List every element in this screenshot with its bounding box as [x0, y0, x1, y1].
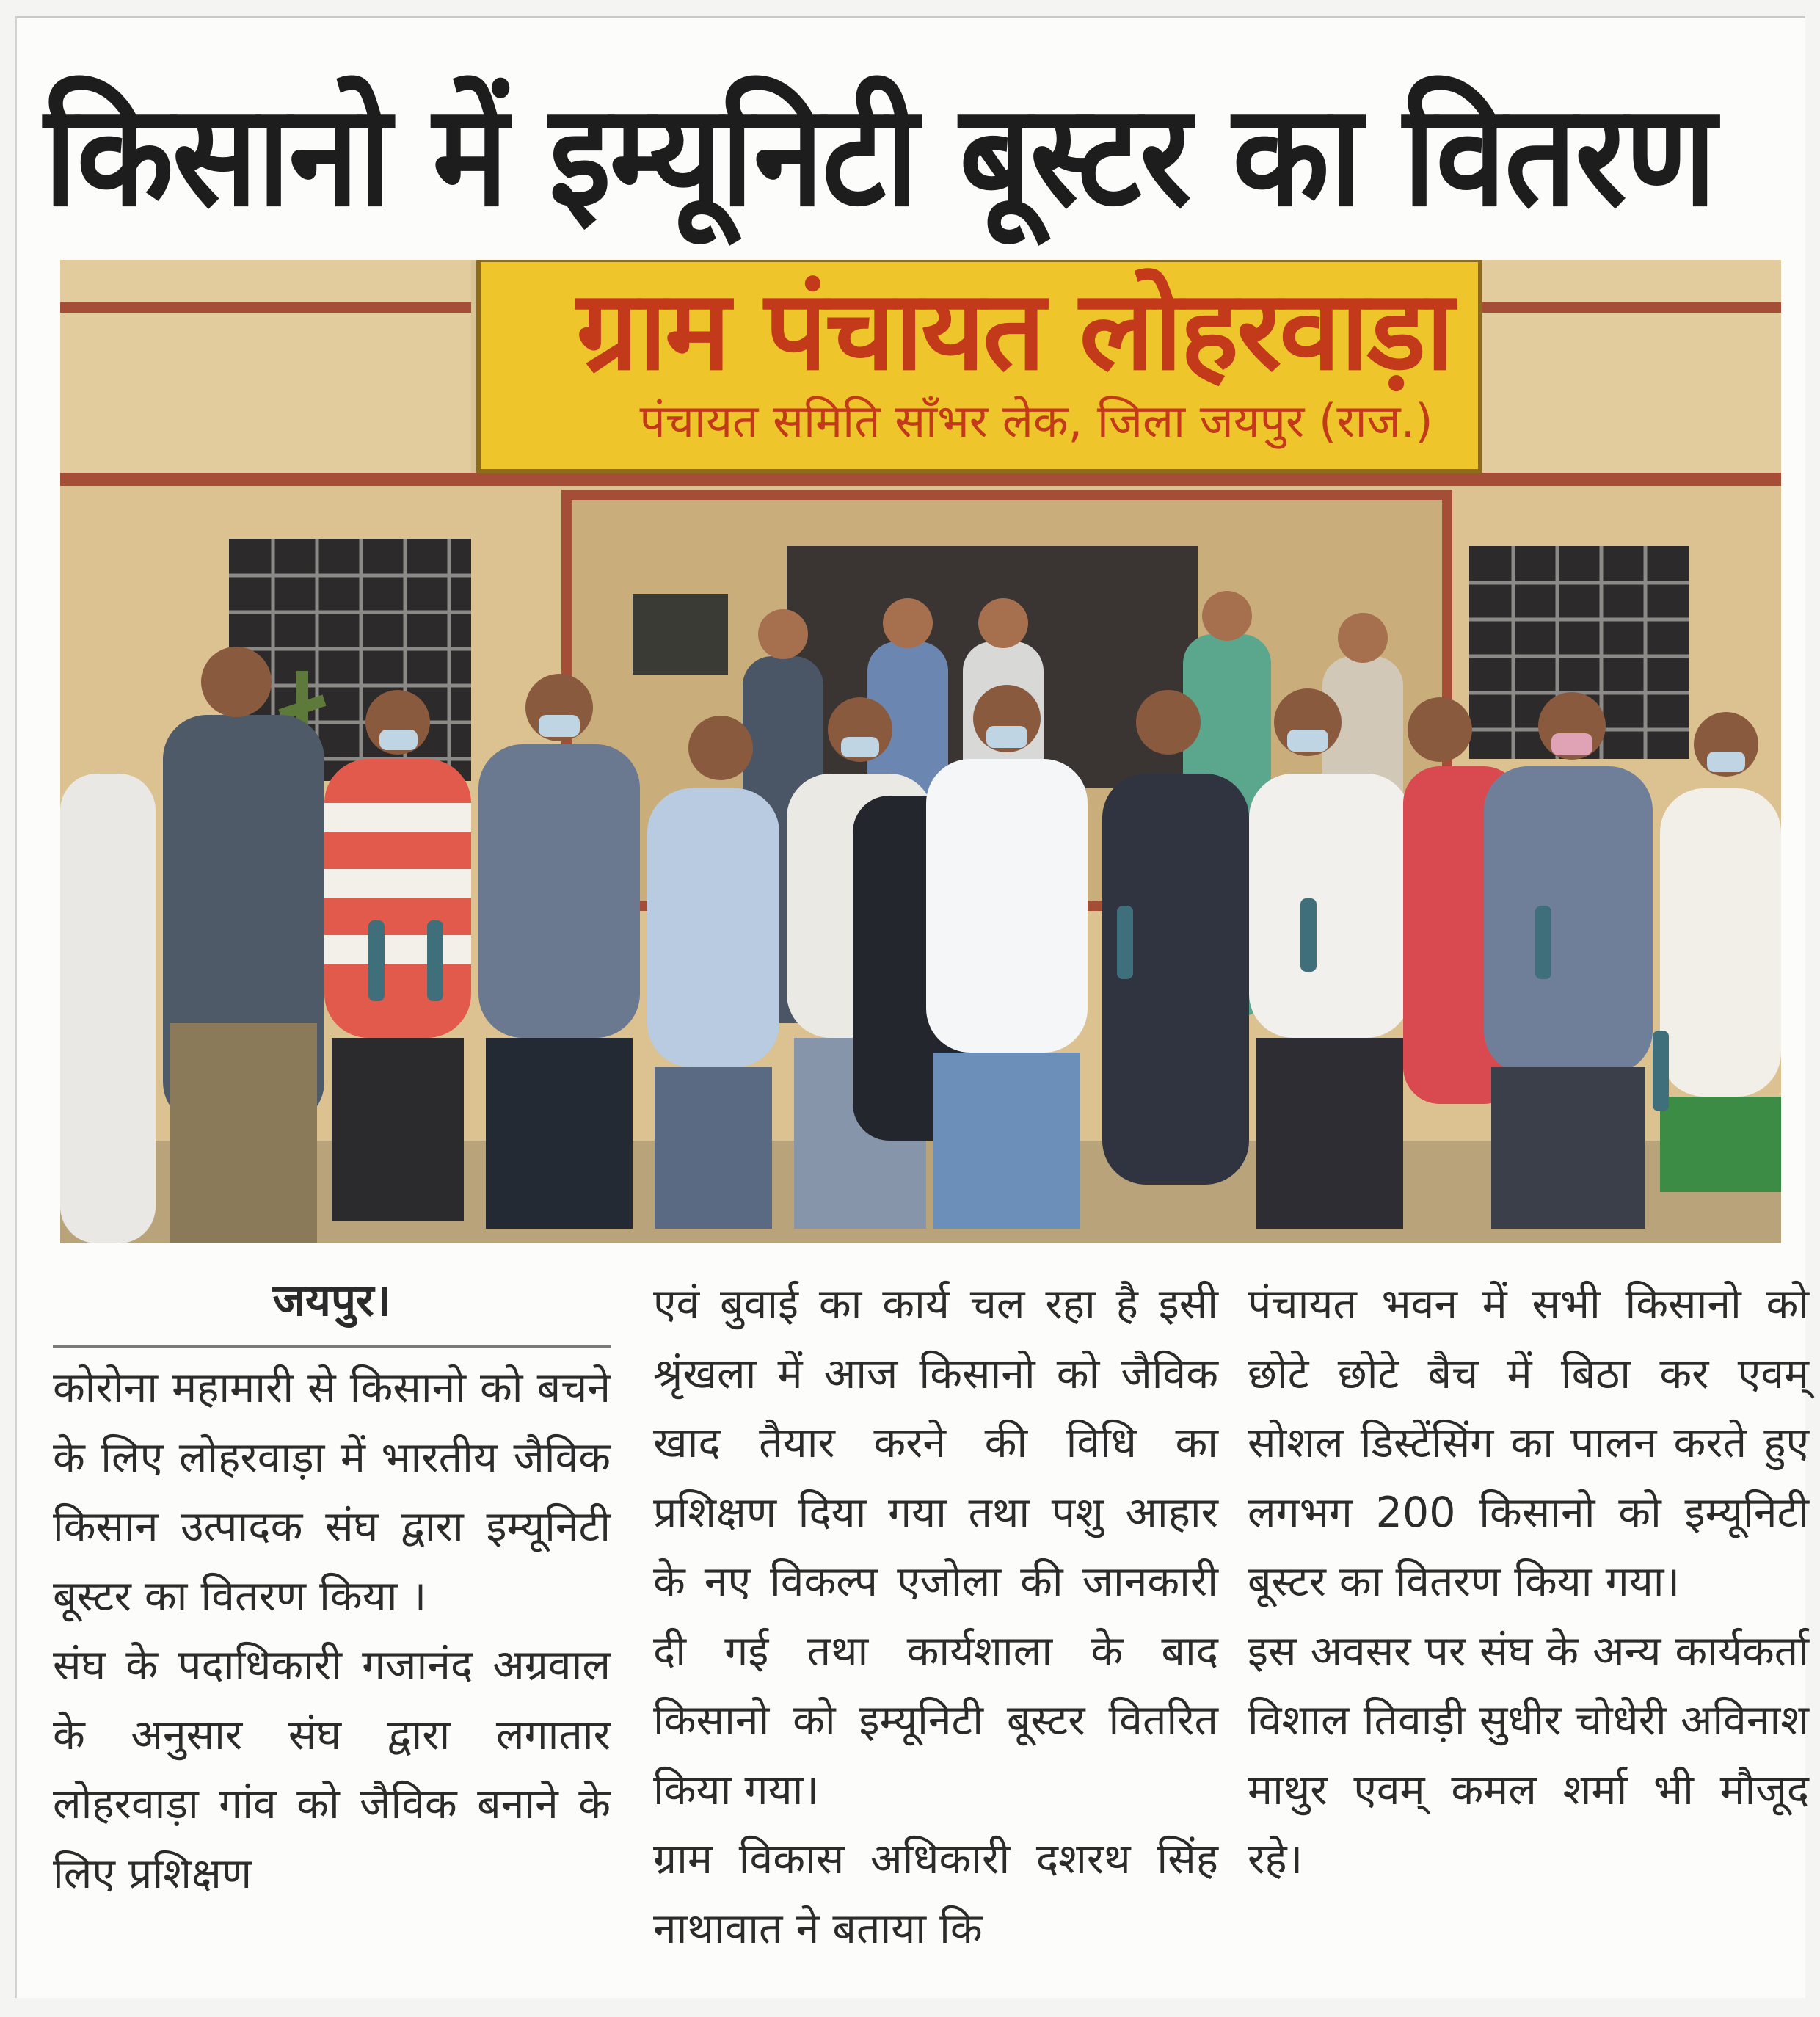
article-column-2 [653, 1270, 1218, 1989]
news-photo [60, 260, 1781, 1243]
left-border [15, 16, 17, 1998]
article-paragraph: कोरोना महामारी से किसानो को बचने के लिए लोहरवाड़ा में भारतीय जैविक किसान उत्पादक संघ द्वारा इम्यूनिटी बूस्टर का वितरण किया । [53, 1364, 611, 1621]
article-column-1 [53, 1264, 611, 1983]
signboard-title: ग्राम पंचायत लोहरवाड़ा [576, 267, 1452, 395]
article-paragraph: संघ के पदाधिकारी गजानंद अग्रवाल के अनुसार संघ द्वारा लगातार लोहरवाड़ा गांव को जैविक बनाने के लिए प्रशिक्षण [53, 1641, 611, 1898]
dateline-rule [53, 1345, 611, 1348]
dateline: जयपुर। [272, 1275, 391, 1326]
article-paragraph: इस अवसर पर संघ के अन्य कार्यकर्ता विशाल तिवाड़ी सुधीर चोधेरी अविनाश माथुर एवम् कमल शर्मा भी मौजूद रहे। [1248, 1627, 1809, 1883]
newspaper-clipping [15, 16, 1809, 1998]
article-paragraph: एवं बुवाई का कार्य चल रहा है इसी श्रृंखला में आज किसानो को जैविक खाद तैयार करने की विधि का प्रशिक्षण दिया गया तथा पशु आहार के नए विकल्प एजोला की जानकारी दी गई तथा कार्यशाला के बाद किसानो को इम्यूनिटी बूस्टर वितरित किया गया। [653, 1280, 1218, 1814]
top-border [15, 16, 1805, 18]
signboard-subtitle: पंचायत समिति साँभर लेक, जिला जयपुर (राज.) [639, 394, 1433, 448]
headline: किसानो में इम्यूनिटी बूस्टर का वितरण [44, 72, 1715, 238]
article-paragraph: पंचायत भवन में सभी किसानो को छोटे छोटे बैच में बिठा कर एवम् सोशल डिस्टेंसिंग का पालन करते हुए लगभग 200 किसानो को इम्यूनिटी बूस्टर का वितरण किया गया। [1248, 1280, 1809, 1606]
article-column-3 [1248, 1270, 1809, 1989]
article-paragraph: ग्राम विकास अधिकारी दशरथ सिंह नाथावात ने बताया कि [653, 1835, 1218, 1953]
